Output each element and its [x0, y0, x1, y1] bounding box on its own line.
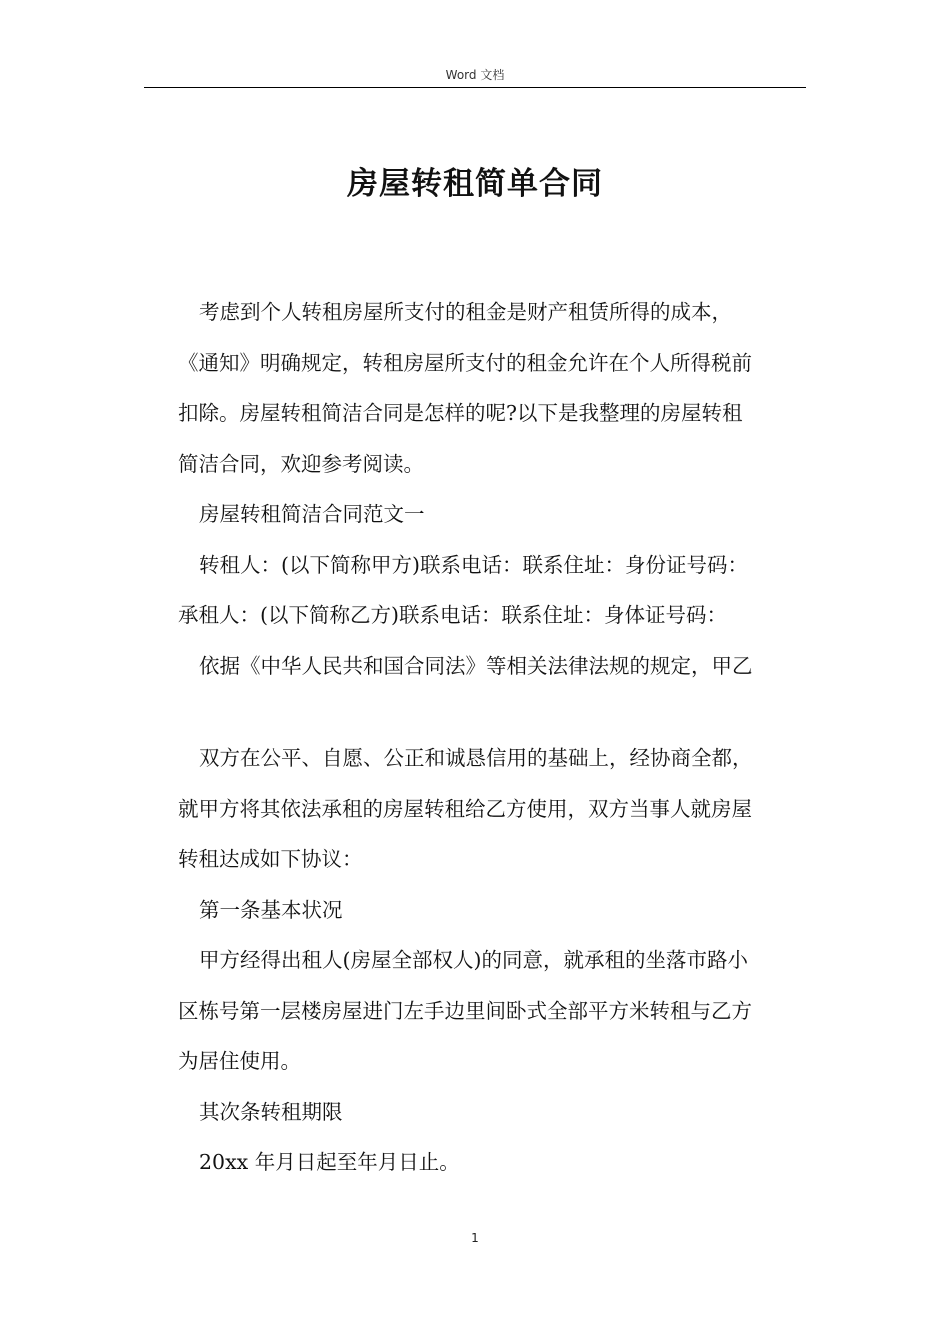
section-heading: 第一条基本状况 [199, 897, 343, 922]
paragraph-line: 转租达成如下协议： [178, 847, 363, 871]
paragraph-line: 依据《中华人民共和国合同法》等相关法律法规的规定，甲乙 [199, 653, 753, 678]
header-divider [144, 87, 806, 88]
body-block-1 [178, 287, 810, 691]
paragraph-line: 20xx 年月日起至年月日止。 [199, 1150, 460, 1174]
section-heading: 房屋转租简洁合同范文一 [199, 502, 425, 526]
document-title: 房屋转租简单合同 [347, 166, 603, 202]
paragraph-line: 简洁合同，欢迎参考阅读。 [178, 451, 424, 476]
paragraph-line: 承租人：(以下简称乙方)联系电话：联系住址：身体证号码： [178, 603, 727, 627]
paragraph-line: 转租人：(以下简称甲方)联系电话：联系住址：身份证号码： [199, 552, 748, 577]
paragraph-line: 《通知》明确规定，转租房屋所支付的租金允许在个人所得税前 [178, 350, 752, 375]
page-header-label: Word 文档 [445, 68, 505, 82]
paragraph-line: 为居住使用。 [178, 1049, 301, 1073]
paragraph-line: 甲方经得出租人(房屋全部权人)的同意，就承租的坐落市路小 [199, 948, 748, 972]
paragraph-line: 区栋号第一层楼房屋进门左手边里间卧式全部平方米转租与乙方 [178, 998, 752, 1023]
paragraph-line: 就甲方将其依法承租的房屋转租给乙方使用，双方当事人就房屋 [178, 796, 752, 821]
body-block-2 [178, 733, 810, 1188]
section-heading: 其次条转租期限 [199, 1099, 343, 1124]
page-number: 1 [471, 1231, 479, 1245]
paragraph-line: 考虑到个人转租房屋所支付的租金是财产租赁所得的成本， [199, 300, 732, 324]
paragraph-line: 扣除。房屋转租简洁合同是怎样的呢?以下是我整理的房屋转租 [178, 401, 743, 425]
paragraph-line: 双方在公平、自愿、公正和诚恳信用的基础上，经协商全都， [199, 746, 753, 770]
